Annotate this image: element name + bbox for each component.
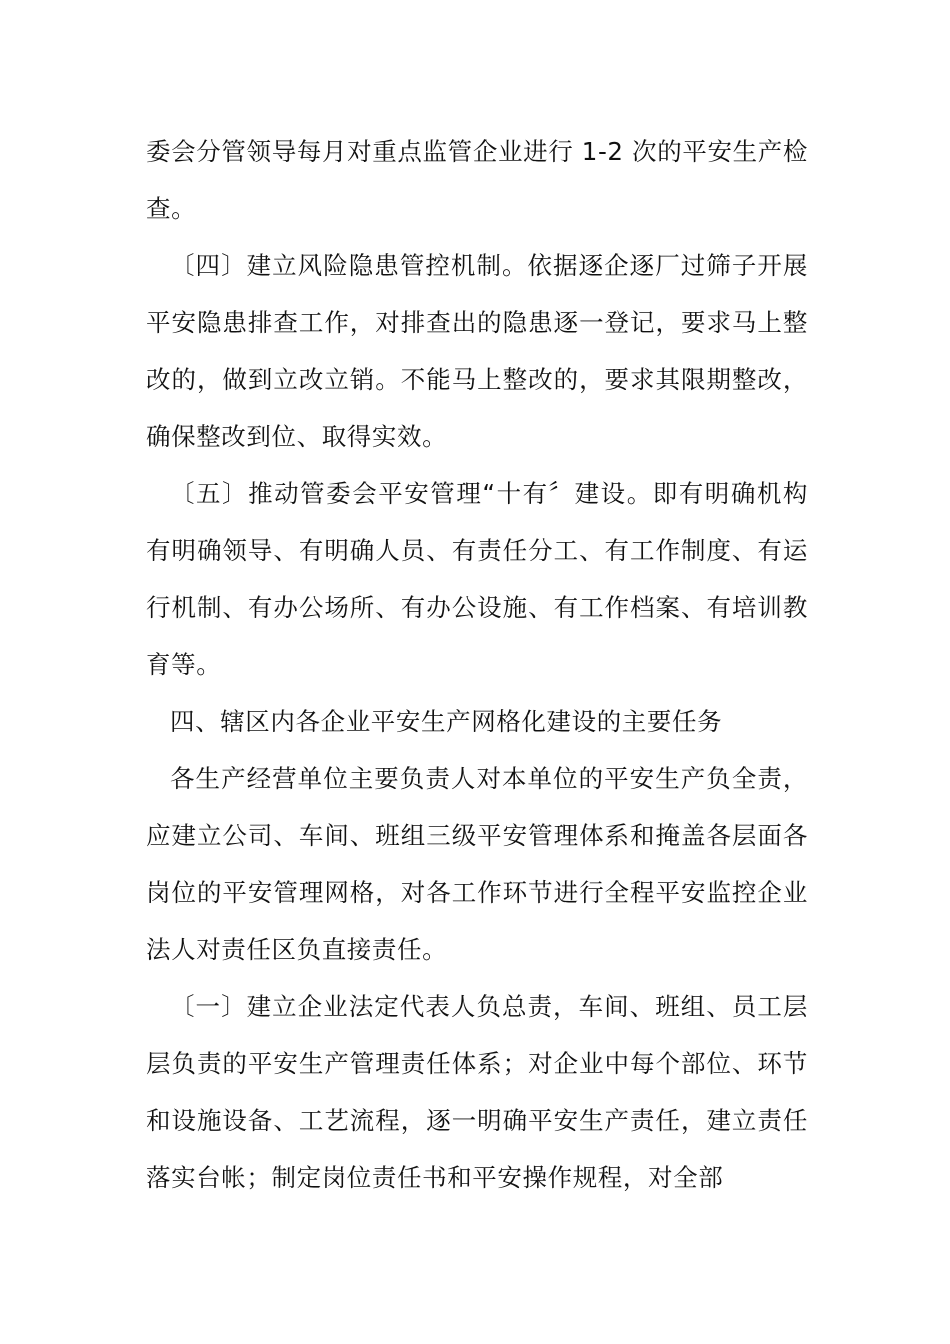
section-heading-enterprise-tasks: 四、辖区内各企业平安生产网格化建设的主要任务 xyxy=(170,707,723,736)
paragraph-ten-haves: 〔五〕推动管委会平安管理“十有〞建设。即有明确机构有明确领导、有明确人员、有责任分工、有工作制度、有运行机制、有办公场所、有办公设施、有工作档案、有培训教育等。 xyxy=(146,479,808,679)
paragraph-risk-control: 〔四〕建立风险隐患管控机制。依据逐企逐厂过筛子开展平安隐患排查工作，对排查出的隐患逐一登记，要求马上整改的，做到立改立销。不能马上整改的，要求其限期整改，确保整改到位、取得实效。 xyxy=(146,251,808,451)
paragraph-legal-representative: 〔一〕建立企业法定代表人负总责，车间、班组、员工层层负责的平安生产管理责任体系；对企业中每个部位、环节和设施设备、工艺流程，逐一明确平安生产责任，建立责任落实台帐；制定岗位责任书和平安操作规程，对全部 xyxy=(146,992,808,1192)
paragraph-enterprise-responsibility: 各生产经营单位主要负责人对本单位的平安生产负全责，应建立公司、车间、班组三级平安管理体系和掩盖各层面各岗位的平安管理网格，对各工作环节进行全程平安监控企业法人对责任区负直接责任。 xyxy=(146,764,808,964)
document-body xyxy=(146,123,808,1206)
paragraph-continuation: 委会分管领导每月对重点监管企业进行 1-2 次的平安生产检查。 xyxy=(146,137,808,223)
